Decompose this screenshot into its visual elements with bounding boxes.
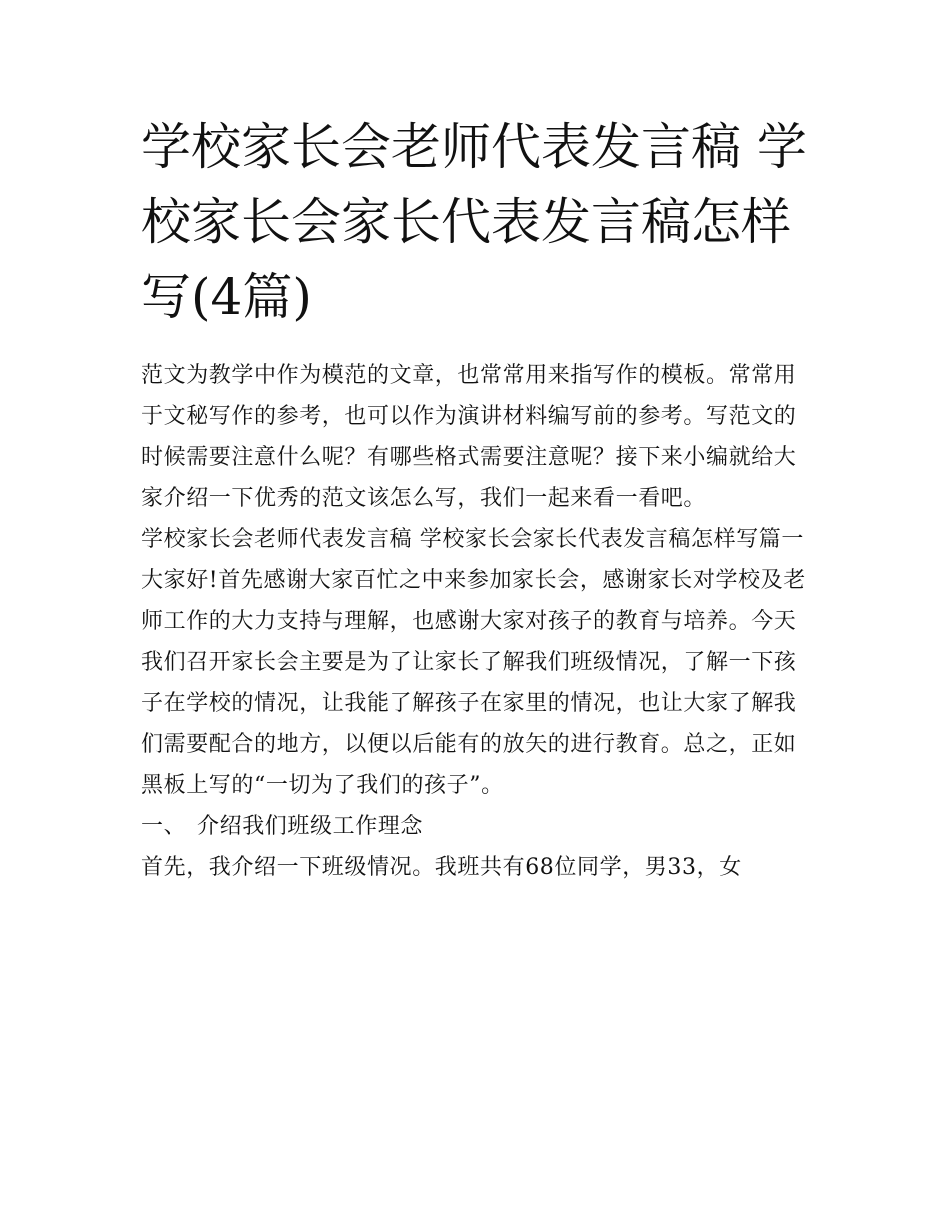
numbered-heading-marker: 一、	[141, 814, 187, 839]
intro-paragraph: 范文为教学中作为模范的文章，也常常用来指写作的模板。常常用于文秘写作的参考，也可以作为演讲材料编写前的参考。写范文的时候需要注意什么呢？有哪些格式需要注意呢？接下来小编就给大家介绍一下优秀的范文该怎么写，我们一起来看一看吧。	[141, 363, 797, 511]
section-heading-title: 学校家长会老师代表发言稿 学校家长会家长代表发言稿怎样写	[141, 527, 759, 552]
last-paragraph: 首先，我介绍一下班级情况。我班共有68位同学，男33，女	[141, 855, 742, 880]
document-content	[141, 110, 813, 888]
numbered-heading	[141, 806, 813, 847]
body-paragraph: 大家好!首先感谢大家百忙之中来参加家长会，感谢家长对学校及老师工作的大力支持与理解，也感谢大家对孩子的教育与培养。今天我们召开家长会主要是为了让家长了解我们班级情况，了解一下孩子在学校的情况，让我能了解孩子在家里的情况，也让大家了解我们需要配合的地方，以便以后能有的放矢的进行教育。总之，正如黑板上写的“一切为了我们的孩子”。	[141, 568, 806, 798]
section-heading	[141, 519, 813, 560]
numbered-heading-text: 介绍我们班级工作理念	[197, 814, 424, 839]
document-title: 学校家长会老师代表发言稿 学校家长会家长代表发言稿怎样写(4篇)	[141, 118, 807, 326]
section-heading-suffix: 篇一	[758, 527, 804, 552]
